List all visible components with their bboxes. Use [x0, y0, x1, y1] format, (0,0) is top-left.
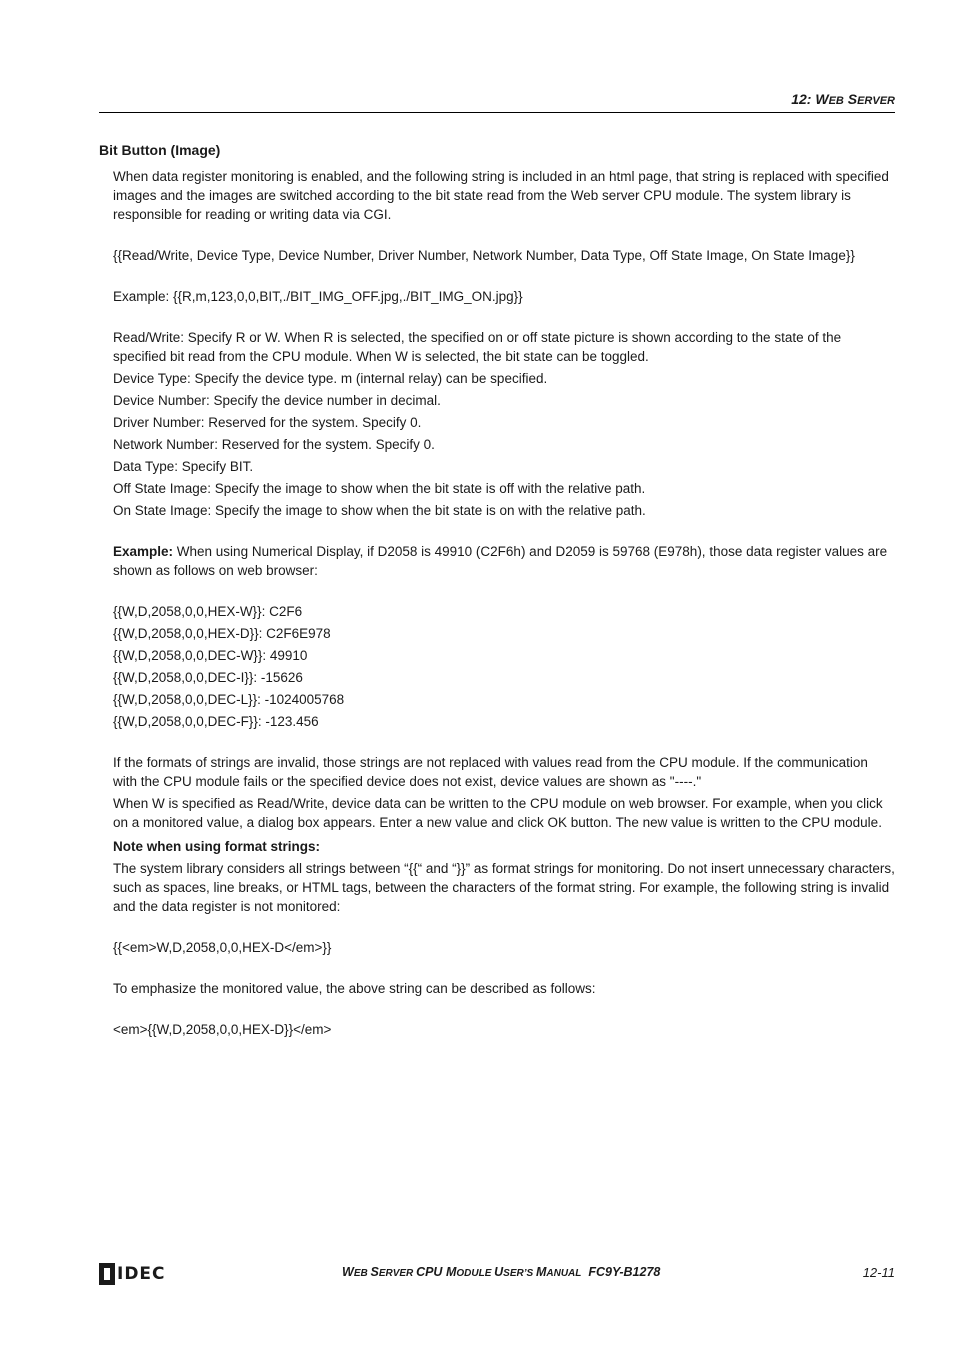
format-example-5: {{W,D,2058,0,0,DEC-L}}: -1024005768 [113, 692, 345, 707]
chapter-number: 12: [791, 91, 816, 107]
ft-w: W [342, 1265, 354, 1279]
running-header [99, 91, 895, 113]
param-off-image: Off State Image: Specify the image to show when the bit state is off with the relative path. [113, 481, 646, 496]
note-paragraph: The system library considers all strings between “{{“ and “}}” as format strings for monitoring. Do not insert unnecessary characters, such as spaces, line breaks, or HTML tags, between the characters of the format string. For example, the following string is invalid and the data register is not monitored: [113, 861, 895, 914]
ft-m: M [445, 1265, 457, 1279]
example2-text: When using Numerical Display, if D2058 is 49910 (C2F6h) and D2059 is 59768 (E978h), those data register values are shown as follows on web browser: [113, 544, 888, 578]
invalid-format-paragraph: If the formats of strings are invalid, those strings are not replaced with values read from the CPU module. If the communication with the CPU module fails or the specified device does not exist, device values are shown as "----." [113, 755, 868, 789]
manual-code: FC9Y-B1278 [588, 1265, 661, 1279]
page-number: 12-11 [862, 1265, 895, 1280]
footer-manual-title [342, 1265, 660, 1279]
chapter-title-eb: EB [828, 95, 844, 107]
chapter-title-w: W [815, 91, 829, 107]
valid-example-string: <em>{{W,D,2058,0,0,HEX-D}}</em> [113, 1022, 332, 1037]
example2-paragraph [113, 542, 895, 580]
format-example-3: {{W,D,2058,0,0,DEC-W}}: 49910 [113, 648, 308, 663]
format-example-1: {{W,D,2058,0,0,HEX-W}}: C2F6 [113, 604, 303, 619]
intro-paragraph: When data register monitoring is enabled, and the following string is included in an html page, that string is replaced with specified images and the images are switched according to the bit state read from the Web server CPU module. The system library is responsible for reading or writing data via CGI. [113, 169, 889, 222]
format-example-6: {{W,D,2058,0,0,DEC-F}}: -123.456 [113, 714, 319, 729]
ft-sers: SER’S [503, 1268, 536, 1279]
write-paragraph: When W is specified as Read/Write, device data can be written to the CPU module on web browser. For example, when you click on a monitored value, a dialog box appears. Enter a new value and click OK button. The new value is written to the CPU module. [113, 796, 883, 830]
main-content [113, 167, 895, 1042]
ft-cpu: CPU [416, 1265, 446, 1279]
format-example-2: {{W,D,2058,0,0,HEX-D}}: C2F6E978 [113, 626, 331, 641]
note-heading: Note when using format strings: [113, 839, 321, 854]
param-device-type: Device Type: Specify the device type. m (internal relay) can be specified. [113, 371, 548, 386]
ft-odule: ODULE [456, 1268, 495, 1279]
param-on-image: On State Image: Specify the image to show when the bit state is on with the relative path. [113, 503, 646, 518]
ft-eb: EB [353, 1268, 371, 1279]
example2-label: Example: [113, 544, 174, 559]
ft-s: S [370, 1265, 379, 1279]
ft-u: U [494, 1265, 504, 1279]
ft-anual: ANUAL [546, 1268, 582, 1279]
format-string: {{Read/Write, Device Type, Device Number, Driver Number, Network Number, Data Type, Off State Image, On State Image}} [113, 248, 855, 263]
param-driver-number: Driver Number: Reserved for the system. Specify 0. [113, 415, 422, 430]
param-read-write: Read/Write: Specify R or W. When R is selected, the specified on or off state picture is shown according to the state of the specified bit read from the CPU module. When W is selected, the bit state can be toggled. [113, 330, 842, 364]
chapter-title-s: S [847, 91, 858, 107]
param-device-number: Device Number: Specify the device number in decimal. [113, 393, 441, 408]
format-example-4: {{W,D,2058,0,0,DEC-I}}: -15626 [113, 670, 303, 685]
invalid-example-string: {{<em>W,D,2058,0,0,HEX-D</em>}} [113, 940, 332, 955]
ft-m2: M [535, 1265, 547, 1279]
section-title: Bit Button (Image) [99, 142, 221, 158]
logo-text: IDEC [117, 1264, 166, 1284]
example-string: Example: {{R,m,123,0,0,BIT,./BIT_IMG_OFF.jpg,./BIT_IMG_ON.jpg}} [113, 289, 523, 304]
ft-erver: ERVER [378, 1268, 417, 1279]
param-network-number: Network Number: Reserved for the system. Specify 0. [113, 437, 435, 452]
chapter-title-erver: ERVER [857, 95, 895, 107]
param-data-type: Data Type: Specify BIT. [113, 459, 254, 474]
logo-mark-icon [99, 1263, 115, 1285]
emphasize-paragraph: To emphasize the monitored value, the above string can be described as follows: [113, 981, 596, 996]
idec-logo [99, 1263, 166, 1285]
